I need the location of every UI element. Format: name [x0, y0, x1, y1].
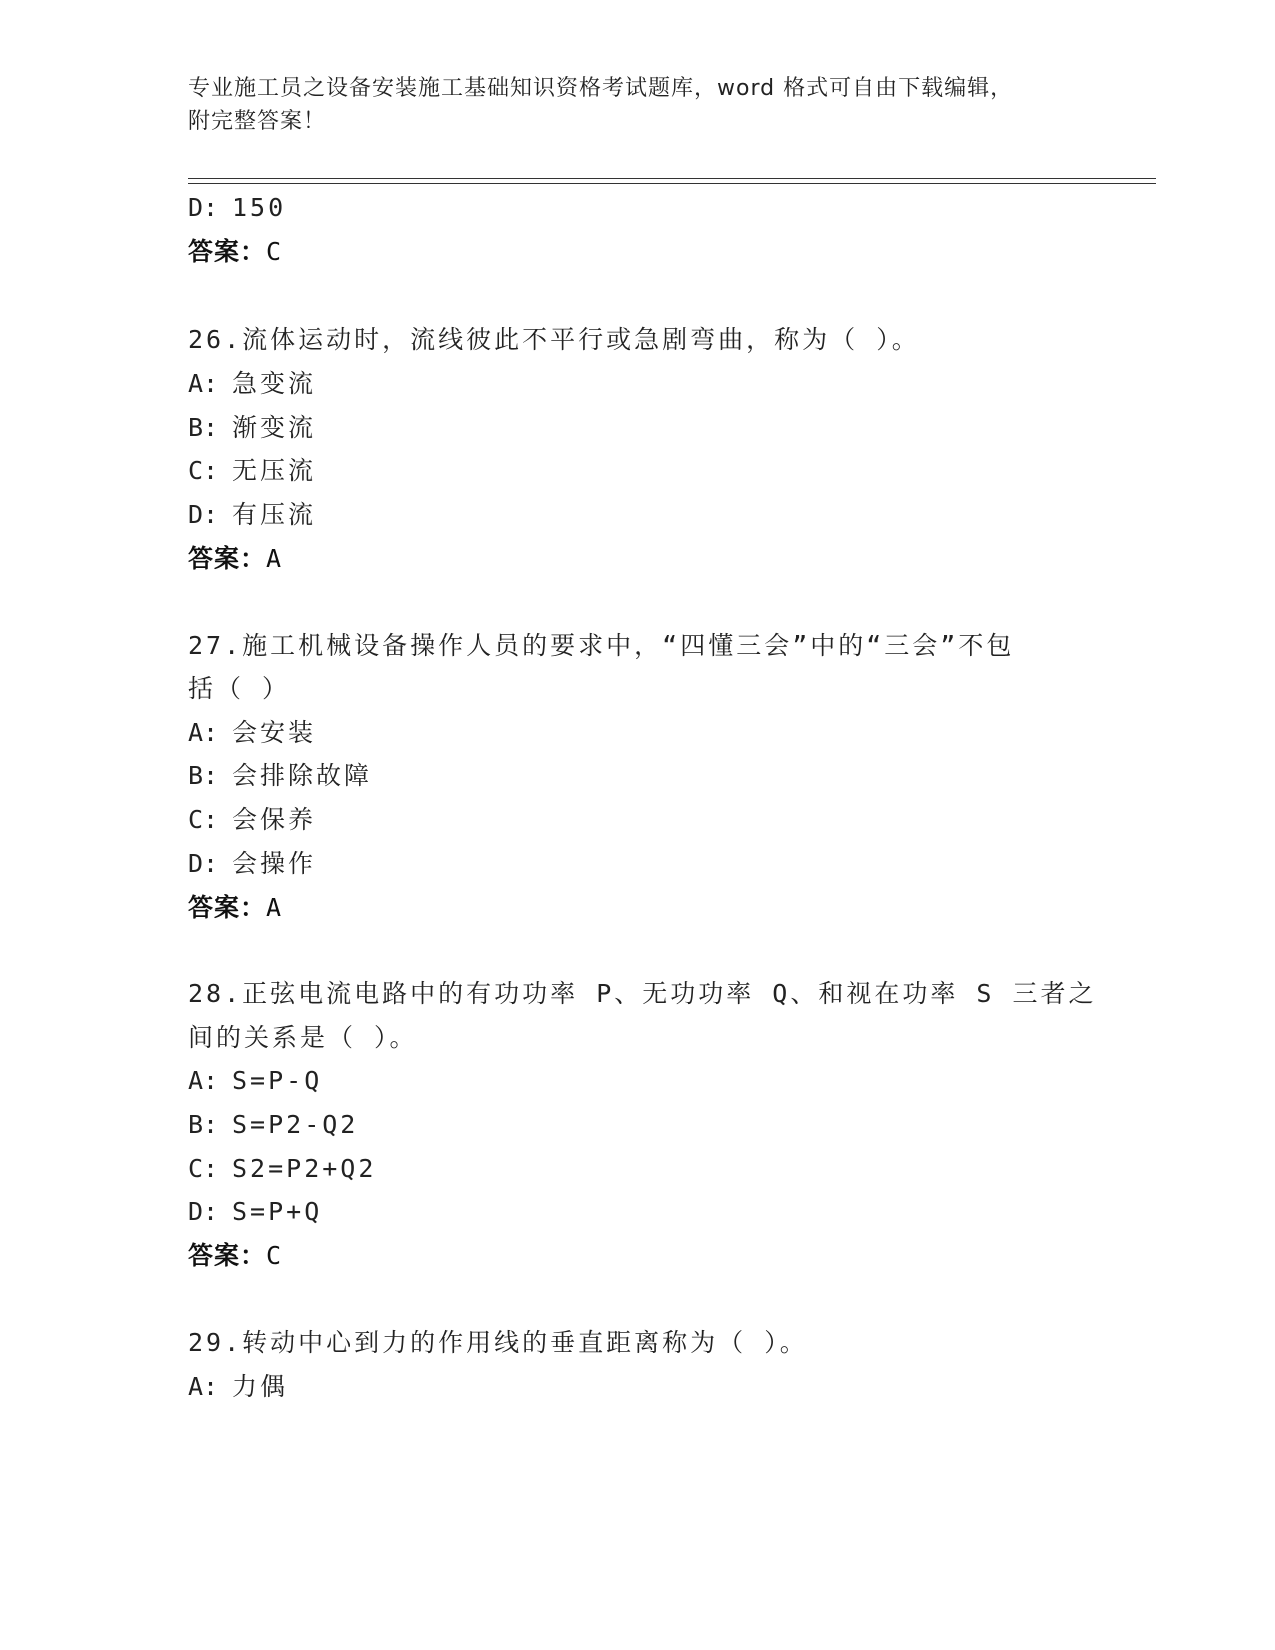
option-label: A: [188, 1372, 219, 1401]
header-line-1: 专业施工员之设备安装施工基础知识资格考试题库，word 格式可自由下载编辑， [188, 76, 1014, 101]
answer-value: C [266, 1241, 283, 1270]
header-rule-bottom [188, 183, 1156, 184]
option-text: S2=P2+Q2 [232, 1154, 377, 1183]
option-text: 急变流 [232, 369, 317, 398]
header-rule-top [188, 178, 1156, 179]
option-label: C: [188, 456, 219, 485]
question-26-option-b [188, 412, 316, 444]
question-27-answer [188, 892, 282, 924]
question-27-option-a [188, 717, 316, 749]
question-28-stem-line-1: 28.正弦电流电路中的有功功率 P、无功功率 Q、和视在功率 S 三者之 [188, 979, 1097, 1008]
option-text: S=P-Q [232, 1066, 323, 1095]
prev-answer [188, 236, 282, 268]
prev-option-d [188, 192, 286, 224]
option-label: A: [188, 718, 219, 747]
option-label: D: [188, 193, 219, 222]
answer-label: 答案： [188, 237, 267, 266]
option-label: B: [188, 413, 219, 442]
answer-label: 答案： [188, 544, 267, 573]
question-27-option-b [188, 760, 372, 792]
question-26-stem: 26.流体运动时，流线彼此不平行或急剧弯曲，称为（ ）。 [188, 325, 920, 354]
question-27-stem-line-2: 括（ ） [188, 674, 291, 703]
answer-label: 答案： [188, 1241, 267, 1270]
option-label: B: [188, 1110, 219, 1139]
option-text: S=P+Q [232, 1197, 323, 1226]
option-text: 会安装 [232, 718, 317, 747]
answer-value: A [266, 893, 283, 922]
option-text: 150 [232, 193, 287, 222]
option-label: D: [188, 500, 219, 529]
option-text: 力偶 [232, 1372, 289, 1401]
option-label: A: [188, 369, 219, 398]
question-28-answer [188, 1240, 282, 1272]
question-26-option-c [188, 455, 316, 487]
option-text: 会排除故障 [232, 761, 373, 790]
option-text: 会操作 [232, 849, 317, 878]
question-27-option-c [188, 804, 316, 836]
option-text: 会保养 [232, 805, 317, 834]
option-label: A: [188, 1066, 219, 1095]
question-28-option-b [188, 1109, 358, 1141]
answer-value: A [266, 544, 283, 573]
question-29-option-a [188, 1371, 288, 1403]
answer-label: 答案： [188, 893, 267, 922]
question-26-answer [188, 543, 282, 575]
header-line-2: 附完整答案！ [188, 109, 327, 134]
option-label: C: [188, 805, 219, 834]
question-28-option-c [188, 1153, 376, 1185]
question-26-option-a [188, 368, 316, 400]
option-label: D: [188, 1197, 219, 1226]
option-text: S=P2-Q2 [232, 1110, 359, 1139]
question-28-option-d [188, 1196, 322, 1228]
question-29-stem: 29.转动中心到力的作用线的垂直距离称为（ ）。 [188, 1328, 808, 1357]
option-label: B: [188, 761, 219, 790]
answer-value: C [266, 237, 283, 266]
document-header [188, 72, 1068, 138]
option-text: 渐变流 [232, 413, 317, 442]
option-label: C: [188, 1154, 219, 1183]
question-27-stem-line-1: 27.施工机械设备操作人员的要求中，“四懂三会”中的“三会”不包 [188, 631, 1015, 660]
option-label: D: [188, 849, 219, 878]
option-text: 无压流 [232, 456, 317, 485]
question-26-option-d [188, 499, 316, 531]
question-27-option-d [188, 848, 316, 880]
question-28-stem-line-2: 间的关系是（ ）。 [188, 1023, 418, 1052]
question-28-option-a [188, 1065, 322, 1097]
option-text: 有压流 [232, 500, 317, 529]
